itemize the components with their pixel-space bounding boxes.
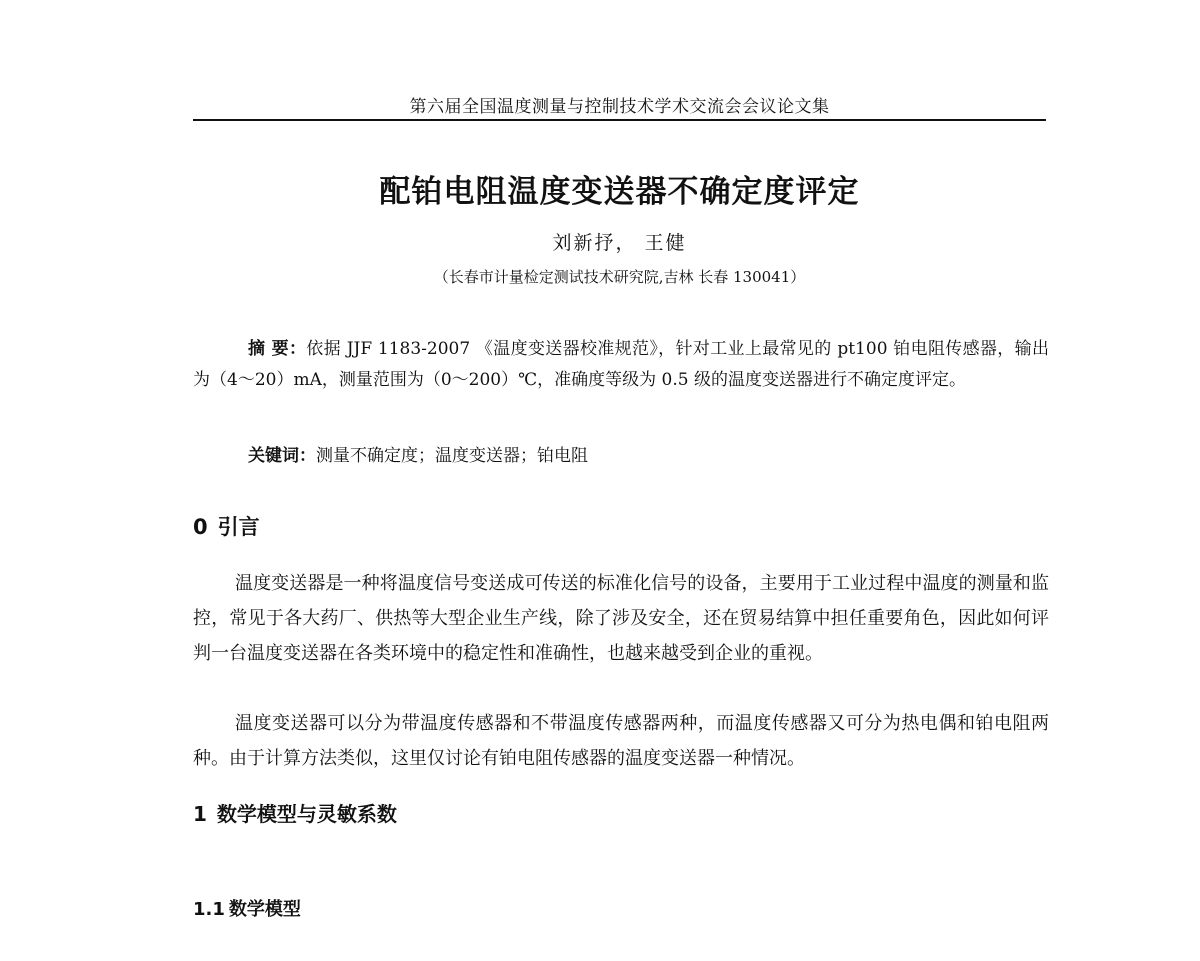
subsection-title: 数学模型 — [228, 899, 301, 920]
affiliation: （长春市计量检定测试技术研究院,吉林 长春 130041） — [433, 268, 806, 286]
keywords-label: 关键词： — [248, 446, 316, 466]
intro-paragraph-1: 温度变送器是一种将温度信号变送成可传送的标准化信号的设备，主要用于工业过程中温度的测量和监控，常见于各大药厂、供热等大型企业生产线，除了涉及安全，还在贸易结算中担任重要角色，因此如何评判一台温度变送器在各类环境中的稳定性和准确性，也越来越受到企业的重视。 — [193, 573, 1049, 664]
section-number: 0 — [193, 515, 208, 539]
subsection-heading-math-model — [193, 895, 301, 921]
abstract — [193, 334, 1049, 396]
abstract-label: 摘 要： — [248, 339, 307, 359]
keywords-text: 测量不确定度；温度变送器；铂电阻 — [316, 446, 588, 466]
keywords — [193, 441, 1049, 472]
running-header: 第六届全国温度测量与控制技术学术交流会会议论文集 — [409, 97, 830, 117]
section-heading-introduction — [193, 511, 260, 541]
abstract-text: 依据 JJF 1183-2007 《温度变送器校准规范》，针对工业上最常见的 pt100 铂电阻传感器，输出为（4～20）mA，测量范围为（0～200）℃，准确度等级为 0.5 级的温度变送器进行不确定度评定。 — [193, 339, 1049, 390]
subsection-number: 1.1 — [193, 899, 225, 920]
header-rule — [193, 119, 1046, 121]
paper-title: 配铂电阻温度变送器不确定度评定 — [379, 174, 860, 210]
section-title: 引言 — [217, 515, 260, 539]
section-heading-model — [193, 798, 397, 827]
authors: 刘新抒， 王健 — [552, 232, 687, 254]
section-title: 数学模型与灵敏系数 — [216, 802, 397, 826]
section-number: 1 — [193, 802, 207, 826]
intro-paragraph-2: 温度变送器可以分为带温度传感器和不带温度传感器两种，而温度传感器又可分为热电偶和铂电阻两种。由于计算方法类似，这里仅讨论有铂电阻传感器的温度变送器一种情况。 — [193, 713, 1049, 769]
